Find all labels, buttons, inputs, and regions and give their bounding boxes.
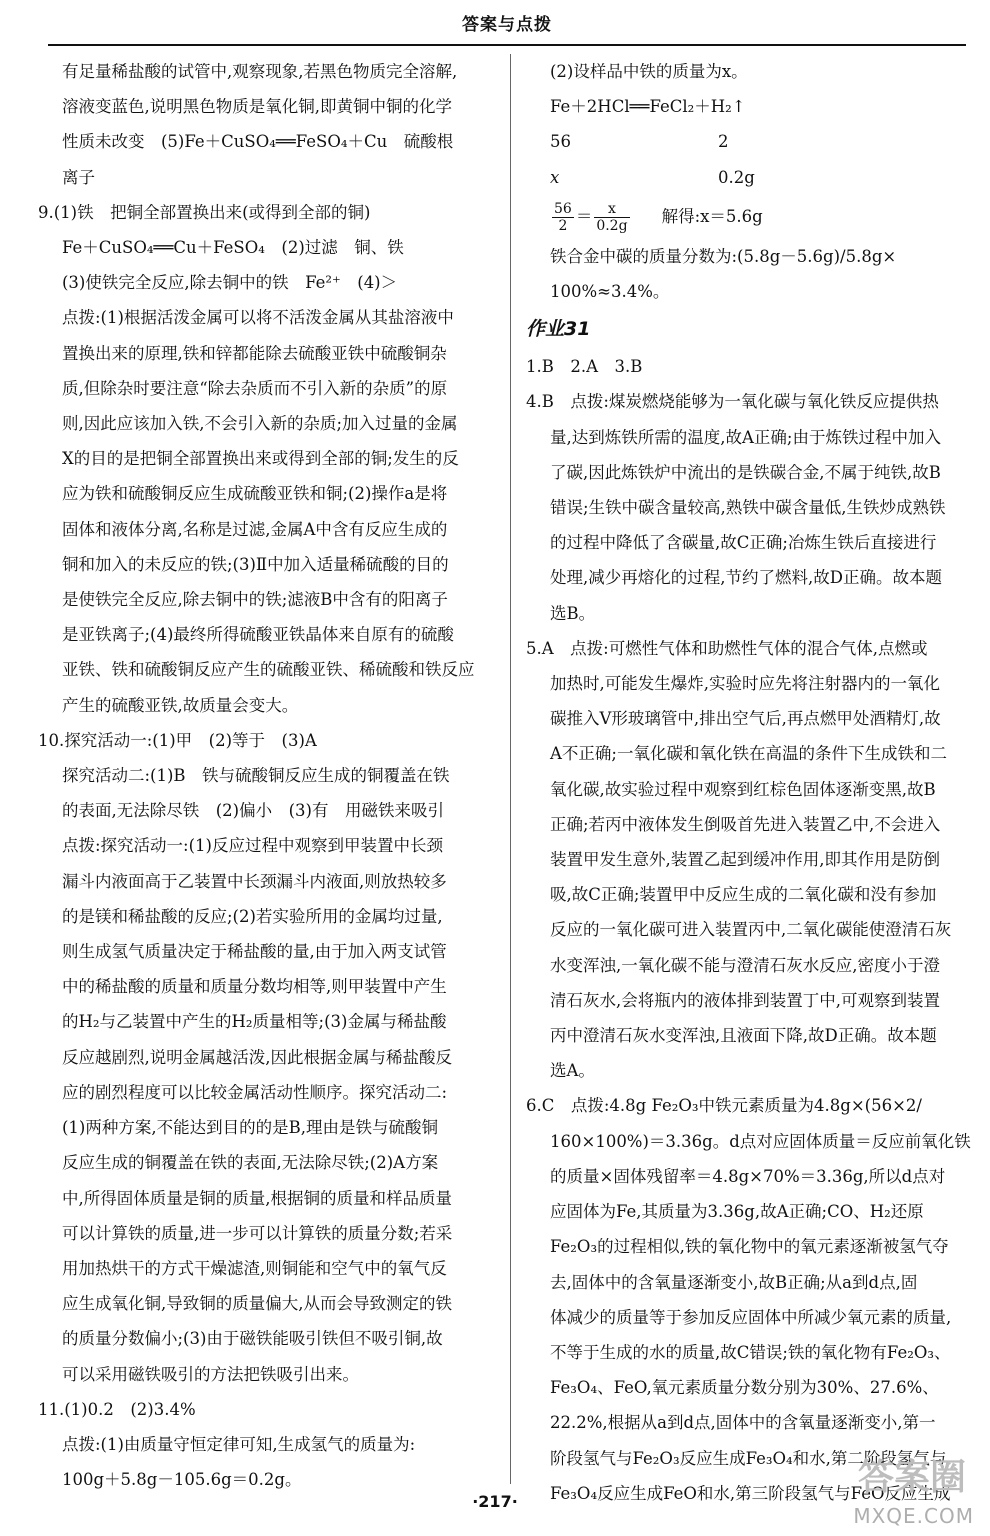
text-line: 阶段氢气与Fe₂O₃反应生成Fe₃O₄和水,第二阶段氢气与 — [550, 1448, 947, 1468]
equation-cell: x — [550, 167, 560, 187]
text-line: 反应生成的铜覆盖在铁的表面,无法除尽铁;(2)A方案 — [62, 1153, 439, 1173]
ratio-equation: $\frac{56}{2}$ ＝ $\frac{x}{0.2g}$ 解得:x＝5.6g — [554, 200, 763, 234]
text-line: Fe₃O₄、FeO,氧元素质量分数分别为30%、27.6%、 — [550, 1378, 939, 1398]
text-line: 氧化碳,故实验过程中观察到红棕色固体逐渐变黑,故B — [550, 779, 936, 799]
numerator: x — [594, 201, 629, 218]
text-line: 9.(1)铁 把铜全部置换出来(或得到全部的铜) — [38, 202, 371, 222]
text-line: 选A。 — [550, 1061, 595, 1081]
text-line: 10.探究活动一:(1)甲 (2)等于 (3)A — [38, 730, 317, 750]
text-line: 铜和加入的未反应的铁;(3)Ⅱ中加入适量稀硫酸的目的 — [62, 554, 449, 574]
equation-row — [526, 124, 972, 159]
watermark-site: MXQE.COM — [853, 1504, 974, 1528]
text-line: 则,因此应该加入铁,不会引入新的杂质;加入过量的金属 — [62, 414, 458, 434]
text-line: 的质量分数偏小;(3)由于磁铁能吸引铁但不吸引铜,故 — [62, 1329, 443, 1349]
text-line: 产生的硫酸亚铁,故质量会变大。 — [62, 695, 299, 715]
text-line: 22.2%,根据从a到d点,固体中的含氧量逐渐变小,第一 — [550, 1413, 936, 1433]
text-line: 亚铁、铁和硫酸铜反应产生的硫酸亚铁、稀硫酸和铁反应 — [62, 660, 475, 680]
text-line: 不等于生成的水的质量,故C错误;铁的氧化物有Fe₂O₃、 — [550, 1342, 951, 1362]
text-line: X的目的是把铜全部置换出来或得到全部的铜;发生的反 — [62, 449, 459, 469]
text-line: 5.A 点拨:可燃性气体和助燃性气体的混合气体,点燃或 — [526, 638, 928, 658]
page-header — [48, 8, 966, 46]
text-line: 铁合金中碳的质量分数为:(5.8g－5.6g)/5.8g× — [550, 246, 897, 266]
text-line: 错误;生铁中碳含量较高,熟铁中碳含量低,生铁炒成熟铁 — [550, 498, 946, 518]
text-line: 性质未改变 (5)Fe＋CuSO₄══FeSO₄＋Cu 硫酸根 — [62, 132, 454, 152]
left-column — [38, 54, 496, 1497]
text-line: 点拨:探究活动一:(1)反应过程中观察到甲装置中长颈 — [62, 836, 443, 856]
text-line: (3)使铁完全反应,除去铜中的铁 Fe²⁺ (4)＞ — [62, 273, 398, 293]
text-line: 了碳,因此炼铁炉中流出的是铁碳合金,不属于纯铁,故B — [550, 462, 941, 482]
text-line: 点拨:(1)由质量守恒定律可知,生成氢气的质量为: — [62, 1434, 416, 1454]
text-line: 置换出来的原理,铁和锌都能除去硫酸亚铁中硫酸铜杂 — [62, 343, 447, 363]
text-line: 漏斗内液面高于乙装置中长颈漏斗内液面,则放热较多 — [62, 871, 447, 891]
text-line: Fe₃O₄反应生成FeO和水,第三阶段氢气与FeO反应生成 — [550, 1483, 951, 1503]
text-line: 吸,故C正确;装置甲中反应生成的二氧化碳和没有参加 — [550, 885, 937, 905]
text-line: Fe＋CuSO₄══Cu＋FeSO₄ (2)过滤 铜、铁 — [62, 238, 404, 258]
text-line: A不正确;一氧化碳和氧化铁在高温的条件下生成铁和二 — [550, 744, 947, 764]
text-line: 碳推入V形玻璃管中,排出空气后,再点燃甲处酒精灯,故 — [550, 709, 941, 729]
denominator: 2 — [558, 217, 568, 234]
text-line: 加热时,可能发生爆炸,实验时应先将注射器内的一氧化 — [550, 674, 940, 694]
text-line: 丙中澄清石灰水变浑浊,且液面下降,故D正确。故本题 — [550, 1026, 937, 1046]
text-line: Fe₂O₃的过程相似,铁的氧化物中的氧元素逐渐被氢气夺 — [550, 1237, 949, 1257]
equation-cell: 0.2g — [718, 167, 755, 187]
text-line: 应的剧烈程度可以比较金属活动性顺序。探究活动二: — [62, 1082, 448, 1102]
text-line: 有足量稀盐酸的试管中,观察现象,若黑色物质完全溶解, — [62, 62, 458, 81]
text-line: 应生成氧化铜,导致铜的质量偏大,从而会导致测定的铁 — [62, 1294, 452, 1314]
text-line: 中,所得固体质量是铜的质量,根据铜的质量和样品质量 — [62, 1188, 452, 1208]
denominator: 0.2g — [596, 217, 628, 234]
text-line: 质,但除杂时要注意“除去杂质而不引入新的杂质”的原 — [62, 378, 448, 398]
text-line: 11.(1)0.2 (2)3.4% — [38, 1399, 196, 1419]
text-line: 点拨:(1)根据活泼金属可以将不活泼金属从其盐溶液中 — [62, 308, 454, 328]
fraction — [552, 201, 574, 234]
header-title: 答案与点拨 — [462, 15, 552, 35]
text-line: 是亚铁离子;(4)最终所得硫酸亚铁晶体来自原有的硫酸 — [62, 625, 454, 645]
fraction — [594, 201, 629, 234]
text-line: 正确;若丙中液体发生倒吸首先进入装置乙中,不会进入 — [550, 814, 941, 834]
text-line: 100%≈3.4%。 — [550, 282, 670, 302]
text-line: 探究活动二:(1)B 铁与硫酸铜反应生成的铜覆盖在铁 — [62, 766, 450, 786]
text-line: 的过程中降低了含碳量,故C正确;冶炼生铁后直接进行 — [550, 533, 937, 553]
text-line: (2)设样品中铁的质量为x。 — [550, 62, 748, 81]
text-line: 的是镁和稀盐酸的反应;(2)若实验所用的金属均过量, — [62, 906, 443, 926]
text-line: 反应的一氧化碳可进入装置丙中,二氧化碳能使澄清石灰 — [550, 920, 952, 940]
ratio-result: 解得:x＝5.6g — [661, 206, 763, 226]
column-divider — [510, 54, 511, 1484]
text-line: 6.C 点拨:4.8g Fe₂O₃中铁元素质量为4.8g×(56×2/ — [526, 1096, 922, 1116]
text-line: 中的稀盐酸的质量和质量分数均相等,则甲装置中产生 — [62, 977, 447, 997]
text-line: 应为铁和硫酸铜反应生成硫酸亚铁和铜;(2)操作a是将 — [62, 484, 448, 504]
text-line: Fe＋2HCl══FeCl₂＋H₂↑ — [550, 97, 746, 117]
text-line: (1)两种方案,不能达到目的的是B,理由是铁与硫酸铜 — [62, 1118, 438, 1138]
text-line: 的表面,无法除尽铁 (2)偏小 (3)有 用磁铁来吸引 — [62, 801, 444, 821]
text-line: 去,固体中的含氧量逐渐变小,故B正确;从a到d点,固 — [550, 1272, 918, 1292]
text-line: 160×100%)＝3.36g。d点对应固体质量＝反应前氧化铁 — [550, 1131, 971, 1151]
right-column — [526, 54, 972, 1511]
text-line: 应固体为Fe,其质量为3.36g,故A正确;CO、H₂还原 — [550, 1202, 924, 1222]
text-line: 1.B 2.A 3.B — [526, 357, 643, 377]
text-line: 清石灰水,会将瓶内的液体排到装置丁中,可观察到装置 — [550, 990, 940, 1010]
text-line: 体减少的质量等于参加反应固体中所减少氧元素的质量, — [550, 1307, 952, 1327]
text-line: 固体和液体分离,名称是过滤,金属A中含有反应生成的 — [62, 519, 448, 539]
text-line: 的H₂与乙装置中产生的H₂质量相等;(3)金属与稀盐酸 — [62, 1012, 447, 1032]
equation-row — [526, 160, 972, 195]
text-line: 4.B 点拨:煤炭燃烧能够为一氧化碳与氧化铁反应提供热 — [526, 392, 939, 412]
text-line: 溶液变蓝色,说明黑色物质是氧化铜,即黄铜中铜的化学 — [62, 97, 452, 117]
text-line: 100g＋5.8g－105.6g＝0.2g。 — [62, 1470, 302, 1490]
text-line: 选B。 — [550, 603, 596, 623]
text-line: 离子 — [62, 167, 95, 187]
text-line: 反应越剧烈,说明金属越活泼,因此根据金属与稀盐酸反 — [62, 1047, 452, 1067]
numerator: 56 — [554, 200, 572, 217]
text-line: 用加热烘干的方式干燥滤渣,则铜能和空气中的氧气反 — [62, 1258, 447, 1278]
text-line: 则生成氢气质量决定于稀盐酸的量,由于加入两支试管 — [62, 942, 447, 962]
text-line: 可以计算铁的质量,进一步可以计算铁的质量分数;若采 — [62, 1223, 453, 1243]
watermark-logo: 答案圈 — [857, 1457, 966, 1498]
text-line: 处理,减少再熔化的过程,节约了燃料,故D正确。故本题 — [550, 568, 942, 588]
equation-cell: 2 — [718, 132, 729, 152]
text-line: 的质量×固体残留率＝4.8g×70%＝3.36g,所以d点对 — [550, 1166, 946, 1186]
text-line: 可以采用磁铁吸引的方法把铁吸引出来。 — [62, 1364, 359, 1384]
text-line: 水变浑浊,一氧化碳不能与澄清石灰水反应,密度小于澄 — [550, 955, 940, 975]
text-line: 量,达到炼铁所需的温度,故A正确;由于炼铁过程中加入 — [550, 427, 941, 447]
page-number: ·217· — [472, 1492, 518, 1511]
text-line: 装置甲发生意外,装置乙起到缓冲作用,即其作用是防倒 — [550, 850, 940, 870]
equation-cell: 56 — [550, 132, 571, 152]
text-line: 是使铁完全反应,除去铜中的铁;滤液B中含有的阳离子 — [62, 590, 448, 610]
section-heading: 作业31 — [526, 318, 591, 341]
